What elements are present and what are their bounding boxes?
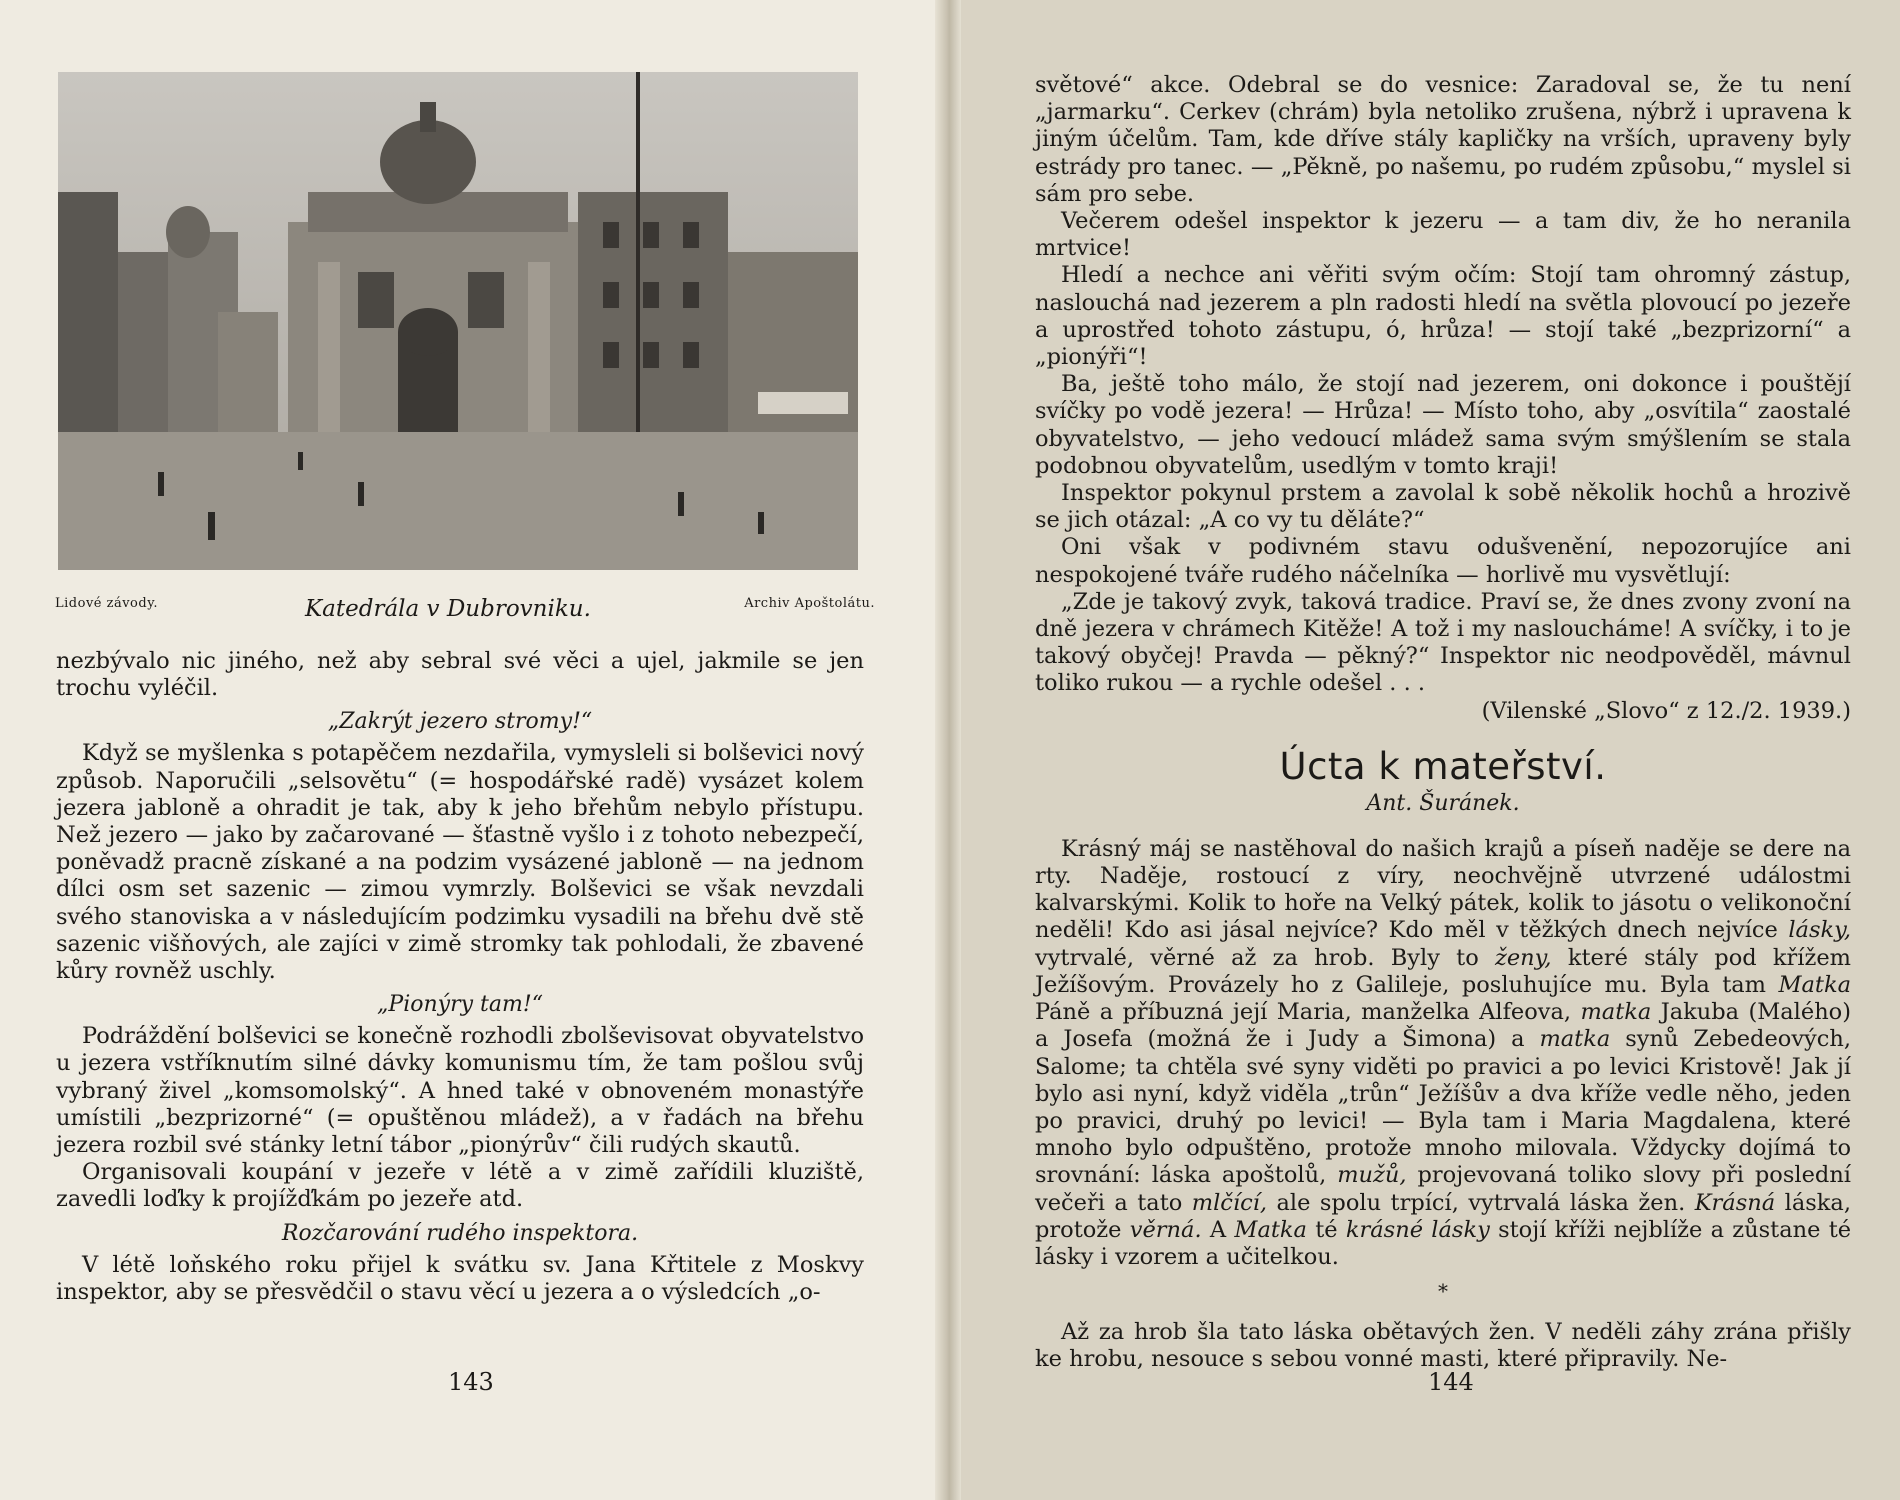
text-run: vytrvalé, věrné až za hrob. Byly to xyxy=(1035,944,1479,971)
emphasis: lásky, xyxy=(1788,917,1851,944)
paragraph: nezbývalo nic jiného, než aby sebral své věci a ujel, jakmile se jen trochu vyléčil. xyxy=(56,648,864,702)
photo-caption xyxy=(55,592,875,632)
emphasis: věrná. xyxy=(1129,1216,1202,1243)
page-number: 143 xyxy=(448,1368,494,1396)
text-run: projevovaná toliko slovy při poslední večeři a tato xyxy=(1035,1162,1852,1216)
paragraph: Když se myšlenka s potapěčem nezdařila, vymysleli si bolševici nový způsob. Naporučili „selsovětu“ (= hospodářské radě) vysázet kolem jezera jabloně a ohradit je tak, aby k jeho břehům nebylo přístupu. Než jezero — jako by začarované — šťastně vyšlo i z tohoto nebezpečí, poněvadž pracně získané a na podzim vysázené jabloně — na jednom dílci osm set sazenic — zimou vymrzly. Bolševici se však nevzdali svého stanoviska a v následujícím podzimku vysadili na břehu dvě stě sazenic višňových, ale zajíci v zimě stromky tak pohlodali, že zbavené kůry rovněž uschly. xyxy=(56,740,864,985)
paragraph: Oni však v podivném stavu odušvenění, nepozorujíce ani nespokojené tváře rudého náčelníka — horlivě mu vysvětlují: xyxy=(1035,534,1851,588)
cathedral-photo xyxy=(58,72,858,570)
page-number: 144 xyxy=(1428,1368,1474,1396)
source-citation: (Vilenské „Slovo“ z 12./2. 1939.) xyxy=(1481,697,1851,724)
paragraph: světové“ akce. Odebral se do vesnice: Zaradoval se, že tu není „jarmarku“. Cerkev (chrám) byla netoliko zrušena, nýbrž i upravena k jiným účelům. Tam, kde dříve stály kapličky na vrších, upraveny byly estrády pro tanec. — „Pěkně, po našemu, po rudém způsobu,“ myslel si sám pro sebe. xyxy=(1035,72,1851,207)
left-page xyxy=(0,0,945,1500)
emphasis: mužů, xyxy=(1337,1162,1407,1189)
emphasis: matka xyxy=(1580,999,1652,1026)
caption-credit-left: Lidové závody. xyxy=(55,596,158,611)
paragraph: V létě loňského roku přijel k svátku sv. Jana Křtitele z Moskvy inspektor, aby se přesvědčil o stavu věcí u jezera a o výsledcích „o- xyxy=(56,1251,864,1305)
section-heading: Rozčarování rudého inspektora. xyxy=(281,1220,639,1246)
emphasis: krásné lásky xyxy=(1345,1216,1490,1243)
emphasis: matka xyxy=(1539,1026,1611,1053)
section-separator: * xyxy=(1438,1279,1448,1304)
emphasis: Krásná xyxy=(1694,1189,1776,1216)
text-run: té xyxy=(1315,1216,1338,1243)
text-run: Krásný máj se nastěhoval do našich krajů a píseň naděje se dere na rty. Naděje, rostoucí z víry, neochvějně utvrzené událostmi kalvarskými. Kolik to hoře na Velký pátek, kolik to jásotu o velikonoční neděli! Kdo asi jásal nejvíce? Kdo měl v těžkých dnech nejvíce xyxy=(1035,835,1851,944)
right-text-column xyxy=(1035,72,1851,1374)
paragraph: Inspektor pokynul prstem a zavolal k sobě několik hochů a hrozivě se jich otázal: „A co vy tu děláte?“ xyxy=(1035,480,1851,534)
article-paragraph xyxy=(1035,836,1851,1271)
text-run: Páně a příbuzná její Maria, manželka Alfeova, xyxy=(1035,999,1572,1026)
text-run: stojí kříži nejblíže a zůstane té lásky i vzorem a učitelkou. xyxy=(1035,1216,1852,1270)
article-title: Úcta k mateřství. xyxy=(1279,744,1607,788)
caption-credit-right: Archiv Apoštolátu. xyxy=(744,596,875,611)
emphasis: mlčící, xyxy=(1191,1189,1268,1216)
paragraph: Organisovali koupání v jezeře v létě a v zimě zařídili kluziště, zavedli loďky k projížďkám po jezeře atd. xyxy=(56,1159,864,1213)
text-run: Jakuba (Malého) a Josefa (možná že i Judy a Šimona) a xyxy=(1035,999,1852,1053)
article-paragraph: Až za hrob šla tato láska obětavých žen. V neděli záhy zrána přišly ke hrobu, nesouce s sebou vonné masti, které připravily. Ne- xyxy=(1035,1319,1851,1373)
text-run: láska, protože xyxy=(1035,1189,1851,1243)
emphasis: Matka xyxy=(1234,1216,1307,1243)
paragraph: Podráždění bolševici se konečně rozhodli zbolševisovat obyvatelstvo u jezera vstříknutím silné dávky komunismu tím, že tam pošlou svůj vybraný živel „komsomolský“. A hned také v obnoveném monastýře umístili „bezprizorné“ (= opuštěnou mládež), a v řadách na břehu jezera rozbil své stánky letní tábor „pionýrův“ čili rudých skautů. xyxy=(56,1023,864,1159)
caption-title: Katedrála v Dubrovniku. xyxy=(305,596,591,622)
text-run: které stály pod křížem Ježíšovým. Provázely ho z Galileje, posluhujíce mu. Byla tam xyxy=(1035,944,1852,998)
paragraph: Ba, ještě toho málo, že stojí nad jezerem, oni dokonce i pouštějí svíčky po vodě jezera! — Hrůza! — Místo toho, aby „osvítila“ zaostalé obyvatelstvo, — jeho vedoucí mládež sama svým smýšlením se stala podobnou obyvatelům, usedlým v tomto kraji! xyxy=(1035,371,1851,479)
section-heading: „Zakrýt jezero stromy!“ xyxy=(327,709,593,735)
emphasis: ženy, xyxy=(1495,944,1552,971)
paragraph: Večerem odešel inspektor k jezeru — a tam div, že ho neranila mrtvice! xyxy=(1035,208,1851,262)
section-heading: „Pionýry tam!“ xyxy=(377,992,543,1018)
article-author: Ant. Šuránek. xyxy=(1366,790,1520,816)
text-run: A xyxy=(1209,1216,1227,1243)
emphasis: Matka xyxy=(1778,971,1851,998)
left-text-column xyxy=(56,648,864,1306)
text-run: synů Zebedeových, Salome; ta chtěla své syny viděti po pravici a po levici Kristově! Jak jí bylo asi nyní, když viděla „trůn“ Ježíšův a dva kříže vedle něho, jeden po pravici, druhý po levici! — Byla tam i Maria Magdalena, které mnoho bylo odpuštěno, protože mnoho milovala. Vždycky dojímá to srovnání: láska apoštolů, xyxy=(1035,1026,1851,1189)
paragraph: Hledí a nechce ani věřiti svým očím: Stojí tam ohromný zástup, naslouchá nad jezerem a pln radosti hledí na světla plovoucí po jezeře a uprostřed tohoto zástupu, ó, hrůza! — stojí také „bezprizorní“ a „pionýři“! xyxy=(1035,262,1851,371)
paragraph: „Zde je takový zvyk, taková tradice. Praví se, že dnes zvony zvoní na dně jezera v chrámech Kitěže! A tož i my nasloucháme! A svíčky, i to je takový obyčej! Pravda — pěkný?“ Inspektor nic neodpověděl, mávnul toliko rukou — a rychle odešel . . . xyxy=(1035,588,1851,697)
text-run: ale spolu trpící, vytrvalá láska žen. xyxy=(1276,1189,1686,1216)
